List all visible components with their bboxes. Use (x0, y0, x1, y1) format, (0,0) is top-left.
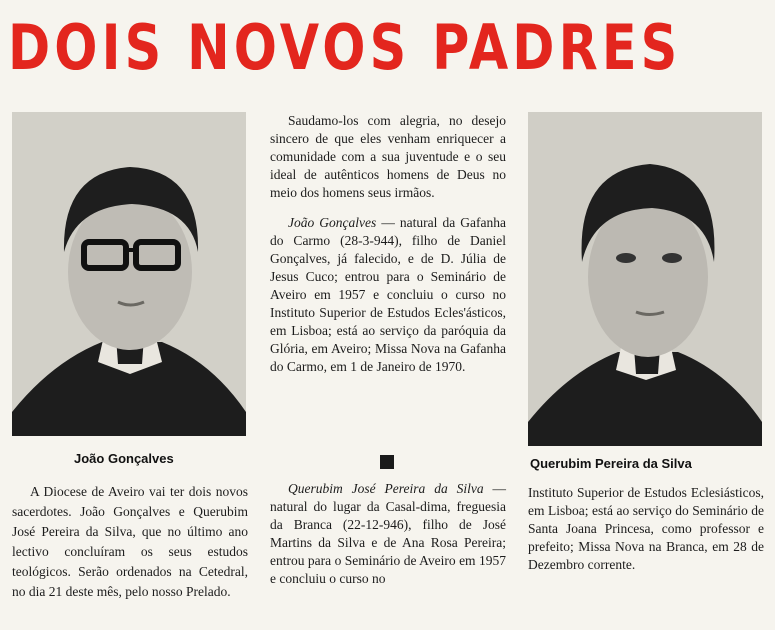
querubim-bio-paragraph (270, 480, 506, 588)
greeting-paragraph: Saudamo-los com alegria, no desejo sincero de que eles venham enriquecer a comunidade com a sua juventude e o seu ideal de autênticos homens de Deus no meio dos homens seus irmãos. (270, 113, 506, 200)
photo-joao-goncalves (12, 112, 246, 436)
photo-querubim-silva (528, 112, 762, 446)
section-divider-square (380, 455, 394, 469)
continuation-paragraph: Instituto Superior de Estudos Eclesiásticos, em Lisboa; está ao serviço do Seminário de Santa Joana Princesa, como professor e prefeito; Missa Nova na Branca, em 28 de Dezembro corrente. (528, 485, 764, 572)
headline: DOIS NOVOS PADRES (8, 11, 682, 84)
portrait-image (12, 112, 246, 436)
joao-name: João Gonçalves (288, 215, 377, 230)
caption-querubim-silva: Querubim Pereira da Silva (530, 456, 692, 471)
right-column (528, 484, 764, 574)
intro-paragraph: A Diocese de Aveiro vai ter dois novos sacerdotes. João Gonçalves e Querubim José Pereira da Silva, que no último ano lectivo concluíram os seus estudos teológicos. Serão ordenados na Cetedral, no dia 21 deste mês, pelo nosso Prelado. (12, 484, 248, 599)
querubim-bio-text: — natural do lugar da Casal-dima, freguesia da Branca (22-12-946), filho de José Martins da Silva e de Ana Rosa Pereira; entrou para o Seminário de Aveiro em 1957 e concluiu o curso no (270, 481, 506, 586)
caption-joao-goncalves: João Gonçalves (74, 451, 174, 466)
joao-bio-text: — natural da Gafanha do Carmo (28-3-944), filho de Daniel Gonçalves, já falecido, e de D. Júlia de Jesus Cuco; entrou para o Seminário de Aveiro em 1957 e concluiu o curso no Instituto Superior de Estudos Ecles'ásticos, em Lisboa; está ao serviço da paróquia da Glória, em Aveiro; Missa Nova na Gafanha do Carmo, em 1 de Janeiro de 1970. (270, 215, 506, 374)
center-column (270, 112, 506, 376)
portrait-image (528, 112, 762, 446)
querubim-name: Querubim José Pereira da Silva (288, 481, 484, 496)
joao-bio-paragraph (270, 214, 506, 376)
left-column (12, 482, 248, 602)
center-column-lower (270, 480, 506, 588)
